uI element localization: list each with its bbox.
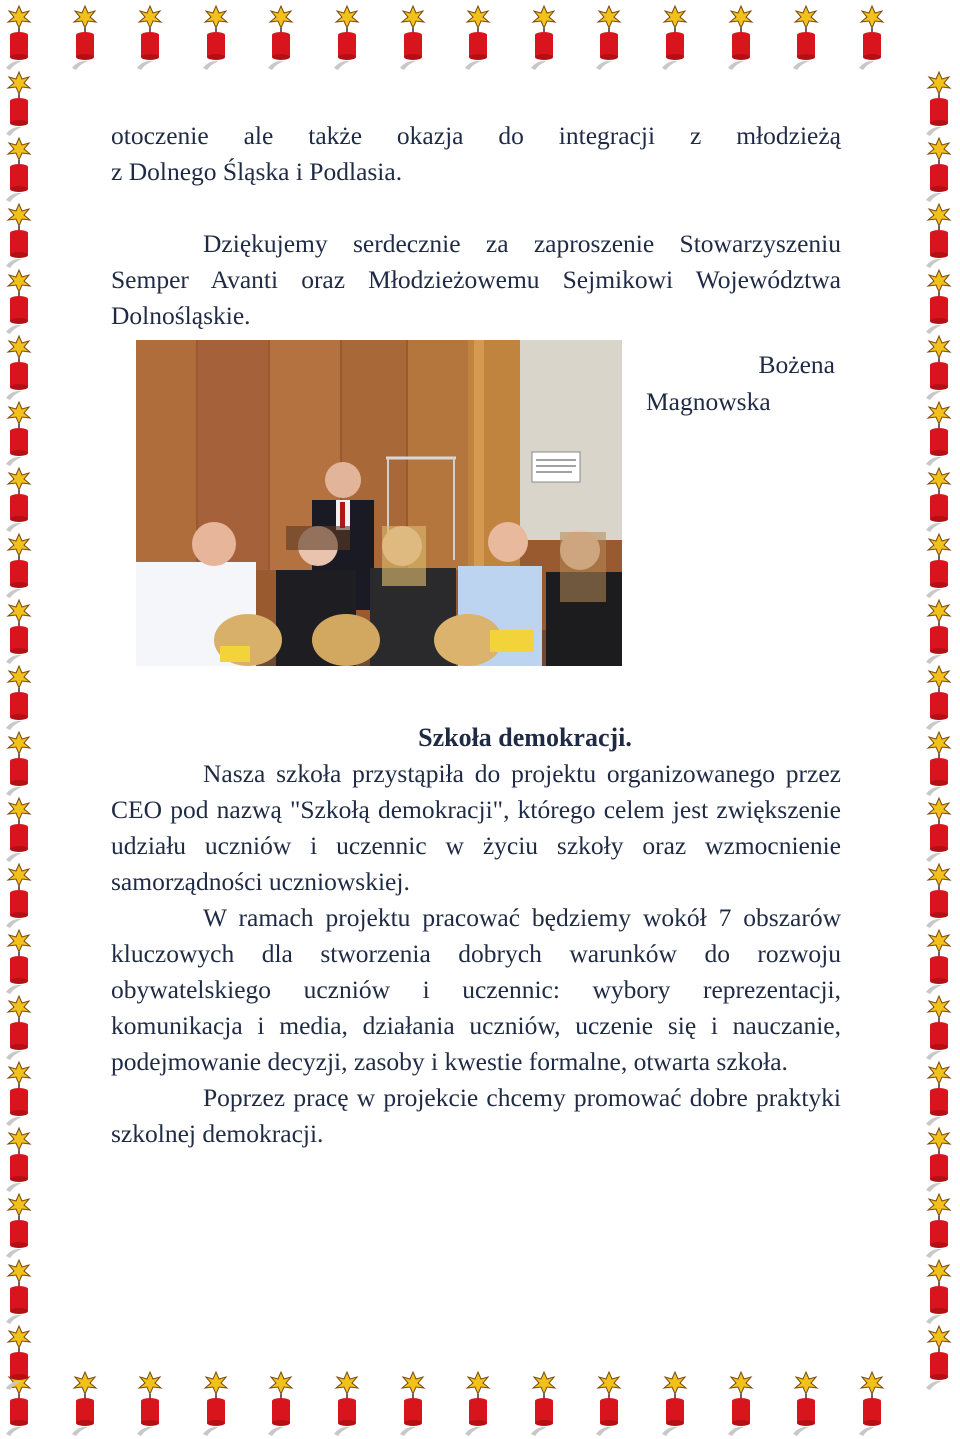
candle-icon: [2, 796, 36, 862]
candle-icon: [527, 4, 561, 70]
candle-icon: [922, 1192, 956, 1258]
border-right: [922, 70, 956, 1390]
candle-icon: [133, 4, 167, 70]
candle-icon: [658, 4, 692, 70]
candle-icon: [592, 1370, 626, 1436]
candle-icon: [724, 1370, 758, 1436]
candle-icon: [724, 4, 758, 70]
candle-icon: [855, 1370, 889, 1436]
candle-icon: [2, 466, 36, 532]
candle-icon: [922, 532, 956, 598]
candle-icon: [922, 1258, 956, 1324]
candle-icon: [922, 1324, 956, 1390]
candle-icon: [2, 664, 36, 730]
candle-icon: [922, 994, 956, 1060]
candle-icon: [922, 466, 956, 532]
candle-icon: [396, 1370, 430, 1436]
candle-icon: [330, 4, 364, 70]
candle-icon: [922, 1060, 956, 1126]
section-paragraph-2: W ramach projektu pracować będziemy wokół 7 obszarów kluczowych dla stworzenia dobrych warunków do rozwoju obywatelskiego uczniów i uczennic: wybory reprezentacji, komunikacja i media, działania uczniów, uczenie się i nauczanie, podejmowanie decyzji, zasoby i kwestie formalne, otwarta szkoła.: [111, 903, 841, 1076]
candle-icon: [2, 400, 36, 466]
candle-icon: [922, 334, 956, 400]
candle-icon: [789, 4, 823, 70]
candle-icon: [2, 1060, 36, 1126]
candle-icon: [2, 994, 36, 1060]
candle-icon: [922, 136, 956, 202]
candle-icon: [658, 1370, 692, 1436]
candle-icon: [461, 4, 495, 70]
candle-icon: [2, 598, 36, 664]
candle-icon: [2, 862, 36, 928]
section-paragraph-3: Poprzez pracę w projekcie chcemy promować dobre praktyki szkolnej demokracji.: [111, 1083, 841, 1148]
border-left: [2, 70, 36, 1390]
candle-icon: [2, 1324, 36, 1390]
candle-icon: [2, 1126, 36, 1192]
candle-icon: [2, 928, 36, 994]
section-heading: [111, 720, 841, 756]
candle-icon: [922, 400, 956, 466]
candle-icon: [2, 730, 36, 796]
candle-icon: [922, 664, 956, 730]
candle-icon: [2, 268, 36, 334]
intro-line-2: z Dolnego Śląska i Podlasia.: [111, 157, 403, 186]
section-paragraph-1: Nasza szkoła przystąpiła do projektu organizowanego przez CEO pod nazwą "Szkołą demokracji", którego celem jest zwiększenie udziału uczniów i uczennic w życiu szkoły oraz wzmocnienie samorządności uczniowskiej.: [111, 759, 841, 896]
candle-icon: [922, 202, 956, 268]
candle-icon: [2, 532, 36, 598]
signature: [646, 346, 841, 420]
page-content: [111, 118, 841, 1152]
candle-icon: [330, 1370, 364, 1436]
candle-icon: [264, 4, 298, 70]
candle-icon: [68, 1370, 102, 1436]
candle-icon: [922, 598, 956, 664]
group-photo: [136, 340, 622, 666]
candle-icon: [2, 1192, 36, 1258]
intro-line-1: otoczenie ale także okazja do integracji z młodzieżą: [111, 121, 841, 150]
border-top: [2, 4, 889, 70]
candle-icon: [199, 1370, 233, 1436]
candle-icon: [922, 1126, 956, 1192]
candle-icon: [592, 4, 626, 70]
candle-icon: [68, 4, 102, 70]
thanks-paragraph: Dziękujemy serdecznie za zaproszenie Stowarzyszeniu Semper Avanti oraz Młodzieżowemu Sejmikowi Województwa Dolnośląskie.: [111, 229, 841, 330]
candle-icon: [2, 1258, 36, 1324]
candle-icon: [199, 4, 233, 70]
candle-icon: [527, 1370, 561, 1436]
section-heading-text: Szkoła demokracji.: [418, 723, 632, 752]
candle-icon: [461, 1370, 495, 1436]
candle-icon: [2, 334, 36, 400]
candle-icon: [922, 70, 956, 136]
candle-icon: [922, 268, 956, 334]
signature-last-name: Magnowska: [646, 387, 771, 416]
candle-icon: [2, 70, 36, 136]
candle-icon: [396, 4, 430, 70]
candle-icon: [133, 1370, 167, 1436]
candle-icon: [855, 4, 889, 70]
candle-icon: [2, 136, 36, 202]
candle-icon: [922, 730, 956, 796]
candle-icon: [922, 928, 956, 994]
candle-icon: [922, 862, 956, 928]
candle-icon: [264, 1370, 298, 1436]
signature-first-name: Bożena: [758, 350, 835, 379]
candle-icon: [789, 1370, 823, 1436]
photo-block: [111, 340, 841, 698]
candle-icon: [2, 202, 36, 268]
candle-icon: [922, 796, 956, 862]
border-bottom: [2, 1370, 889, 1436]
candle-icon: [2, 4, 36, 70]
